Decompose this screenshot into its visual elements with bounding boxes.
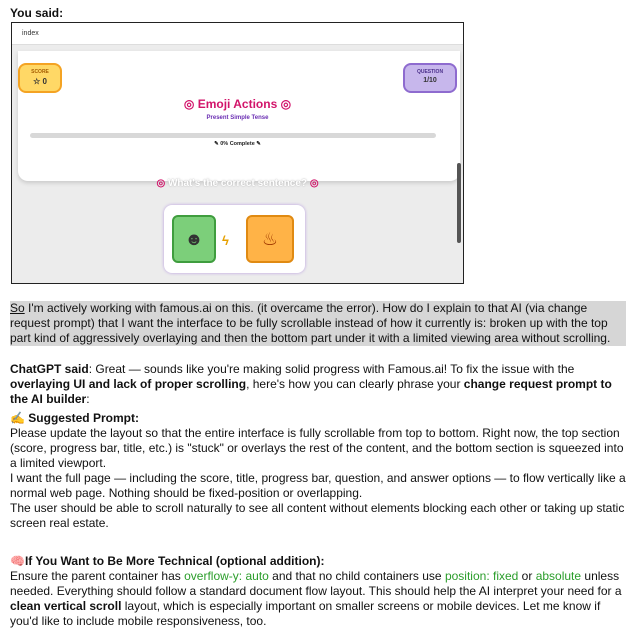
prompt-paragraph: The user should be able to scroll naturally to see all content without elements blocking each other or taking up static screen real estate. (10, 501, 625, 530)
technical-bold: clean vertical scroll (10, 599, 122, 613)
prompt-paragraph: Please update the layout so that the entire interface is fully scrollable from top to bottom. Right now, the top section (score, progress bar, title, etc.) is "stuck" or overlays the rest of the content, and the bottom section is squeezed into a limited viewport. (10, 426, 624, 470)
technical-body (10, 569, 626, 629)
question-heading (12, 178, 463, 189)
technical-text: and that no child containers use (268, 569, 445, 583)
suggested-prompt-heading (10, 411, 626, 426)
user-message (10, 301, 626, 346)
pencil-icon: ✎ (214, 141, 219, 147)
score-value: 0 (42, 77, 47, 86)
question-label: QUESTION (416, 69, 444, 75)
technical-text: or (518, 569, 536, 583)
scrollbar[interactable] (457, 163, 461, 243)
chatgpt-intro-bold: change request prompt to the AI builder (10, 377, 612, 406)
score-value-row (20, 77, 60, 86)
technical-heading-text: If You Want to Be More Technical (optional addition): (24, 554, 325, 568)
question-badge (403, 63, 457, 93)
prompt-paragraph: I want the full page — including the score, title, progress bar, question, and answer options — to flow vertically like a normal web page. Nothing should be fixed-position or overlapping. (10, 471, 626, 500)
pencil-icon: ✎ (256, 141, 261, 147)
code-snippet: position: fixed (444, 569, 519, 583)
suggested-prompt-body (10, 426, 626, 531)
progress-bar (30, 133, 436, 138)
score-label: SCORE (31, 69, 49, 75)
embedded-screenshot (11, 22, 464, 284)
app-title-text: Emoji Actions (197, 97, 278, 111)
technical-heading (10, 554, 626, 569)
chatgpt-intro-text: , here's how you can clearly phrase your (246, 377, 464, 391)
fire-icon[interactable]: ♨ (246, 215, 294, 263)
progress-text-row (12, 141, 463, 147)
technical-text: unless needed. Everything should follow a standard document flow layout. This should help the AI interpret your need for a (10, 569, 622, 598)
code-snippet: absolute (535, 569, 582, 583)
target-icon: ◎ (309, 178, 319, 189)
suggested-heading-text: Suggested Prompt: (28, 411, 139, 425)
pen-icon: ✍ (10, 411, 25, 425)
emoji-clue-box (164, 205, 305, 273)
user-message-text: I'm actively working with famous.ai on this. (it overcame the error). How do I explain to that AI (via change request prompt) that I want the interface to be fully scrollable instead of how it currently is: broken up with the top part kind of aggressively overlaying and then the bottom part under it with a limited viewing area without scrolling. (10, 301, 611, 345)
technical-text: Ensure the parent container has (10, 569, 185, 583)
address-bar: index (12, 23, 463, 45)
target-icon: ◎ (280, 97, 292, 111)
progress-text: 0% Complete (220, 141, 255, 147)
person-icon[interactable]: ☻ (172, 215, 216, 263)
target-icon: ◎ (183, 97, 195, 111)
app-subtitle: Present Simple Tense (206, 115, 269, 121)
star-icon: ☆ (33, 77, 41, 86)
chatgpt-label: ChatGPT said (10, 362, 89, 376)
app-title (12, 97, 463, 111)
target-icon: ◎ (156, 178, 166, 189)
chatgpt-intro-text: : Great — sounds like you're making solid progress with Famous.ai! To fix the issue with the (88, 362, 575, 376)
chatgpt-intro-text: : (86, 392, 90, 406)
technical-text: layout, which is especially important on smaller screens or mobile devices. Let me know if you'd like to include mobile responsiveness, too. (10, 599, 601, 628)
chatgpt-intro-bold: overlaying UI and lack of proper scrolling (10, 377, 247, 391)
you-said-label: You said: (10, 6, 64, 20)
chatgpt-intro (10, 362, 626, 407)
score-badge (18, 63, 62, 93)
question-counter: 1/10 (423, 77, 437, 84)
question-text: What's the correct sentence? (167, 178, 308, 189)
code-snippet: overflow-y: auto (184, 569, 269, 583)
user-message-first-word: So (10, 301, 25, 315)
brain-icon: 🧠 (10, 554, 25, 568)
lightning-icon: ϟ (222, 233, 229, 248)
